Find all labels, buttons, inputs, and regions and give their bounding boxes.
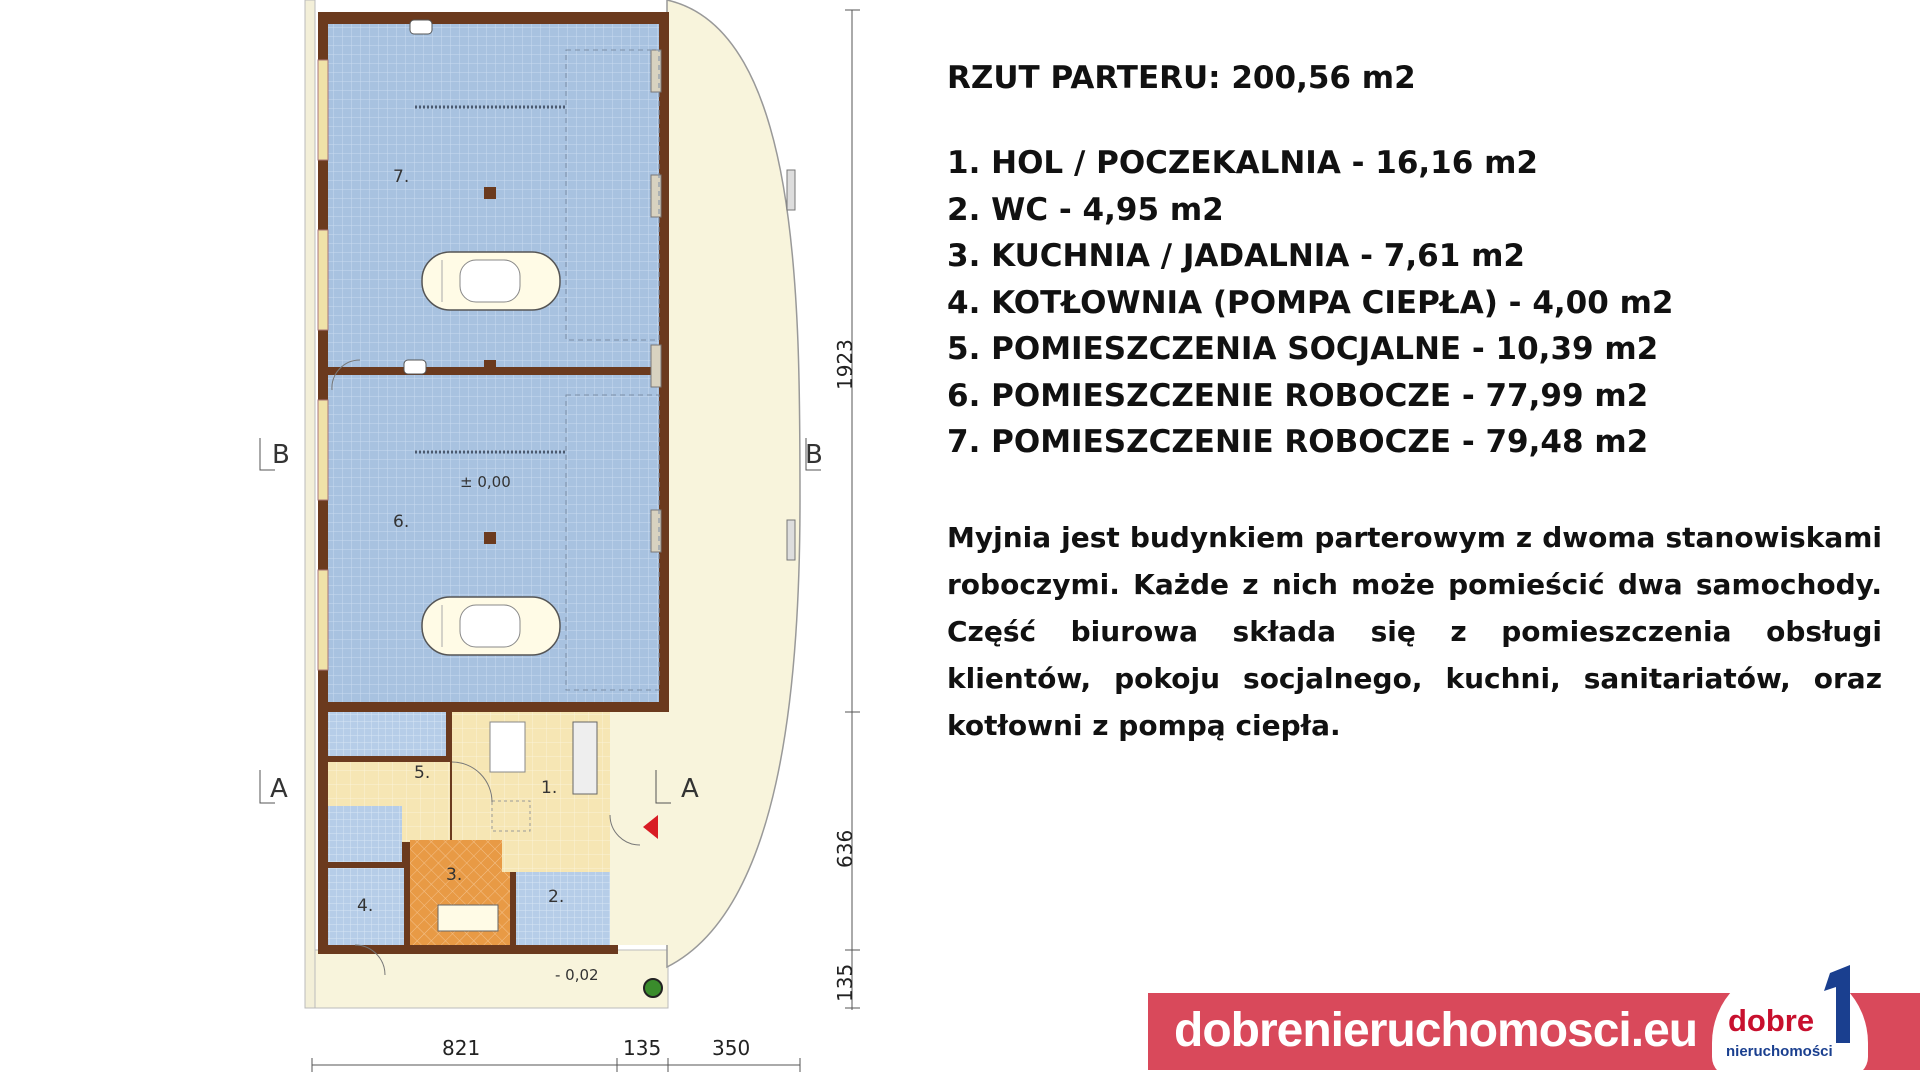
section-b-left: B: [272, 440, 290, 470]
room-list-item: 4. KOTŁOWNIA (POMPA CIEPŁA) - 4,00 m2: [947, 284, 1674, 321]
side-strip: [305, 0, 315, 1008]
tree-icon: [644, 979, 662, 997]
shower: [328, 806, 402, 862]
section-a-right: A: [681, 774, 699, 804]
canopy-roof: [667, 0, 800, 967]
front-terrace: [305, 950, 668, 1008]
dim-height-office: 636: [833, 829, 857, 868]
room-2-floor: [516, 872, 610, 945]
floor-plan: [0, 0, 940, 1080]
info-panel: [947, 60, 1882, 749]
company-logo: [1712, 965, 1868, 1077]
room-2-label: 2.: [548, 887, 565, 907]
room-list-item: 1. HOL / POCZEKALNIA - 16,16 m2: [947, 145, 1538, 181]
room-list-item: 3. KUCHNIA / JADALNIA - 7,61 m2: [947, 238, 1525, 274]
room-4-label: 4.: [357, 896, 374, 916]
canopy-post: [787, 170, 795, 210]
dim-height-hall: 1923: [833, 339, 857, 390]
sofa: [573, 722, 597, 794]
room-list-item: 5. POMIESZCZENIA SOCJALNE - 10,39 m2: [947, 331, 1659, 367]
logo-number-one-icon: [1816, 965, 1860, 1043]
floor-level: ± 0,00: [460, 473, 511, 491]
desk: [490, 722, 525, 772]
room-5-bath: [328, 712, 446, 756]
room-list-item: 2. WC - 4,95 m2: [947, 191, 1224, 228]
room-7-label: 7.: [393, 167, 410, 187]
dim-width-porch: 135: [623, 1036, 662, 1060]
counter: [438, 905, 498, 931]
entrance-floor: [610, 712, 668, 945]
room-list-item: 7. POMIESZCZENIE ROBOCZE - 79,48 m2: [947, 424, 1649, 460]
room-list: [947, 140, 1882, 466]
section-a-left: A: [270, 774, 288, 804]
car-icon: [422, 252, 560, 310]
canopy-post: [787, 520, 795, 560]
room-3-label: 3.: [446, 865, 463, 885]
site-url[interactable]: dobrenieruchomosci.eu: [1174, 1004, 1698, 1057]
car-icon: [422, 597, 560, 655]
room-5-label: 5.: [414, 763, 431, 783]
hall-extension-floor: [502, 836, 610, 872]
section-b-right: B: [805, 440, 823, 470]
outside-level: - 0,02: [555, 966, 599, 984]
room-6-label: 6.: [393, 512, 410, 532]
building-description: Myjnia jest budynkiem parterowym z dwoma stanowiskami roboczymi. Każde z nich może pomieścić dwa samochody. Część biurowa składa się z pomieszczenia obsługi klientów, pokoju socjalnego, kuchni, sanitariatów, oraz kotłowni z pompą ciepła.: [947, 520, 1882, 742]
dim-height-front: 135: [833, 963, 857, 1002]
room-list-item: 6. POMIESZCZENIE ROBOCZE - 77,99 m2: [947, 377, 1649, 414]
logo-word-nieruchomosci: nieruchomości: [1726, 1043, 1833, 1060]
room-1-label: 1.: [541, 778, 558, 798]
plan-title: RZUT PARTERU: 200,56 m2: [947, 60, 1416, 96]
dim-width-canopy: 350: [712, 1036, 751, 1060]
logo-word-dobre: dobre: [1728, 1003, 1815, 1038]
dim-width-main: 821: [442, 1036, 481, 1060]
